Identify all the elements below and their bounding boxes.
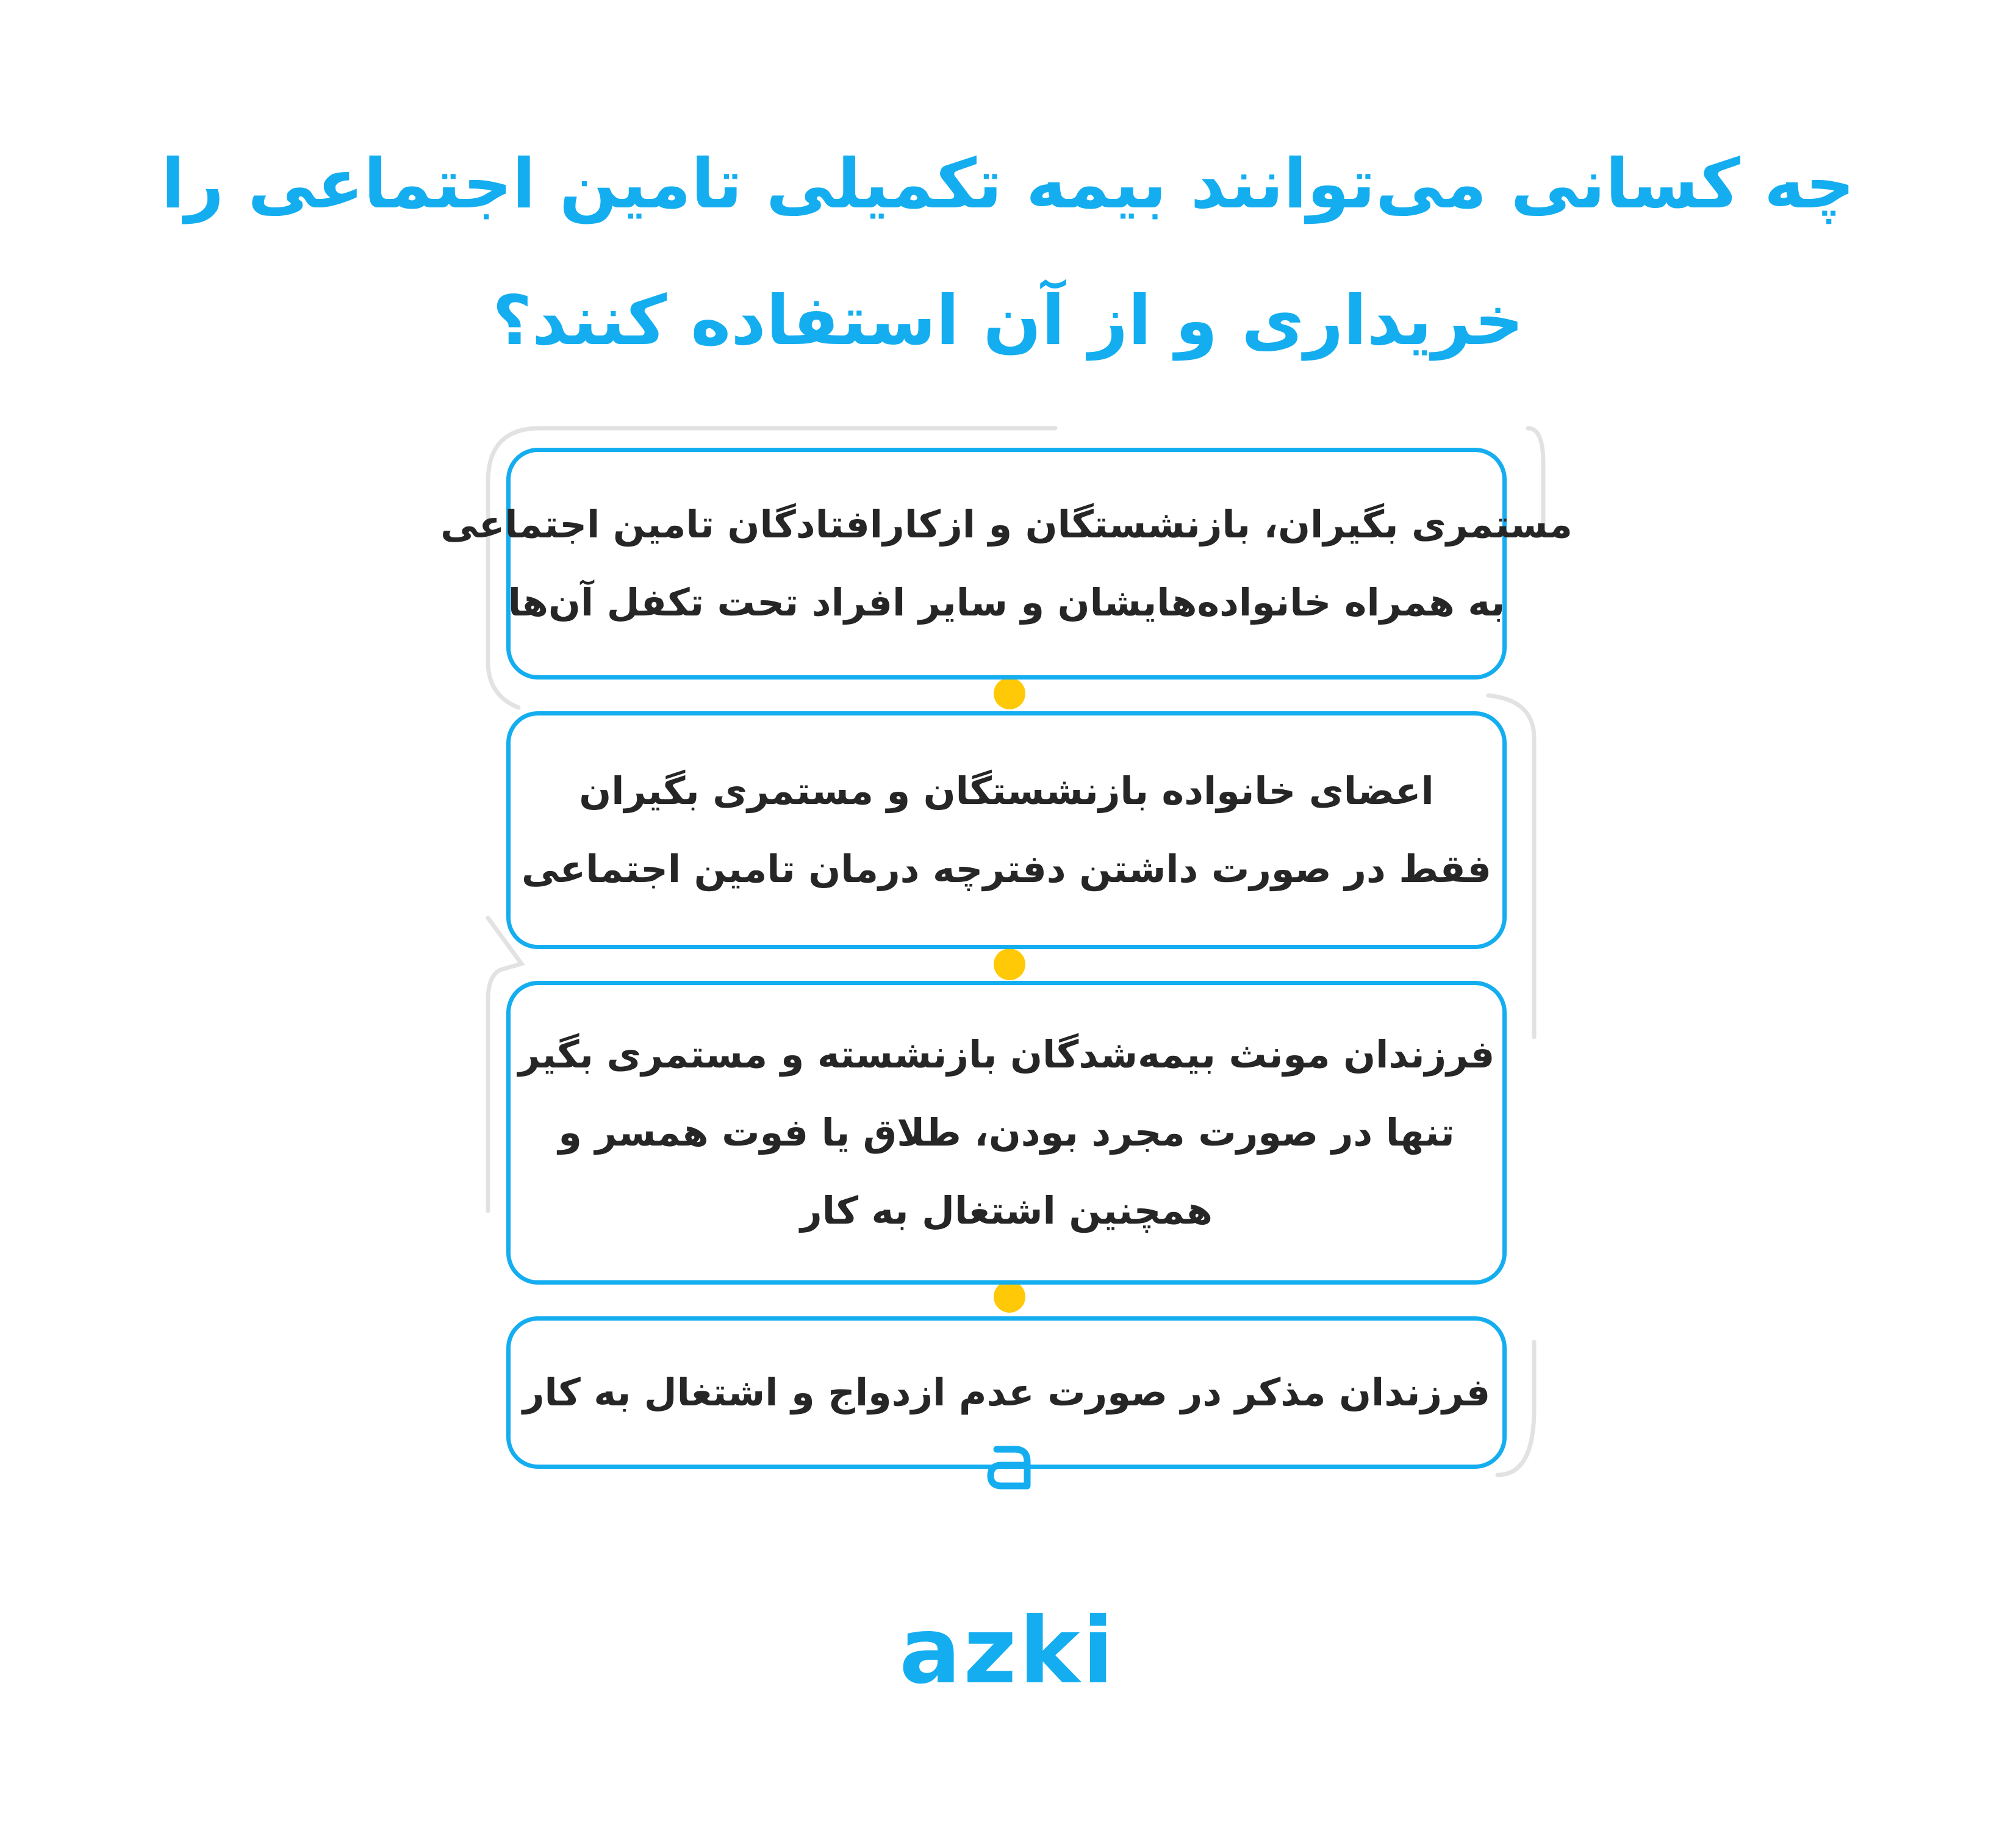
card-1-line-1: مستمری بگیران، بازنشستگان و ازکارافتادگان تامین اجتماعی <box>440 502 1573 547</box>
connector-dot-2 <box>994 949 1025 980</box>
eligibility-card-1 <box>440 448 1573 680</box>
page-title-line-1: چه کسانی می‌توانند بیمه تکمیلی تامین اجتماعی را <box>161 145 1855 224</box>
page-title-line-2: خریداری و از آن استفاده کنند؟ <box>492 281 1524 360</box>
card-4-line-1: فرزندان مذکر در صورت عدم ازدواج و اشتغال به کار <box>522 1370 1491 1415</box>
card-3-line-2: تنها در صورت مجرد بودن، طلاق یا فوت همسر و <box>558 1110 1455 1155</box>
card-2-line-2: فقط در صورت داشتن دفترچه درمان تامین اجتماعی <box>521 847 1492 891</box>
card-3-line-1: فرزندان مونث بیمه‌شدگان بازنشسته و مستمری بگیر <box>518 1032 1495 1077</box>
eligibility-card-4 <box>506 1316 1507 1469</box>
card-2-line-1: اعضای خانواده بازنشستگان و مستمری بگیران <box>579 769 1434 813</box>
card-3-line-3: همچنین اشتغال به کار <box>800 1188 1213 1233</box>
connector-dot-1 <box>994 678 1025 709</box>
connector-dot-3 <box>994 1281 1025 1313</box>
card-1-line-2: به همراه خانواده‌هایشان و سایر افراد تحت تکفل آن‌ها <box>508 580 1505 625</box>
azki-logo: azki <box>899 1598 1116 1704</box>
eligibility-card-2 <box>506 711 1507 949</box>
eligibility-card-3 <box>506 981 1507 1285</box>
